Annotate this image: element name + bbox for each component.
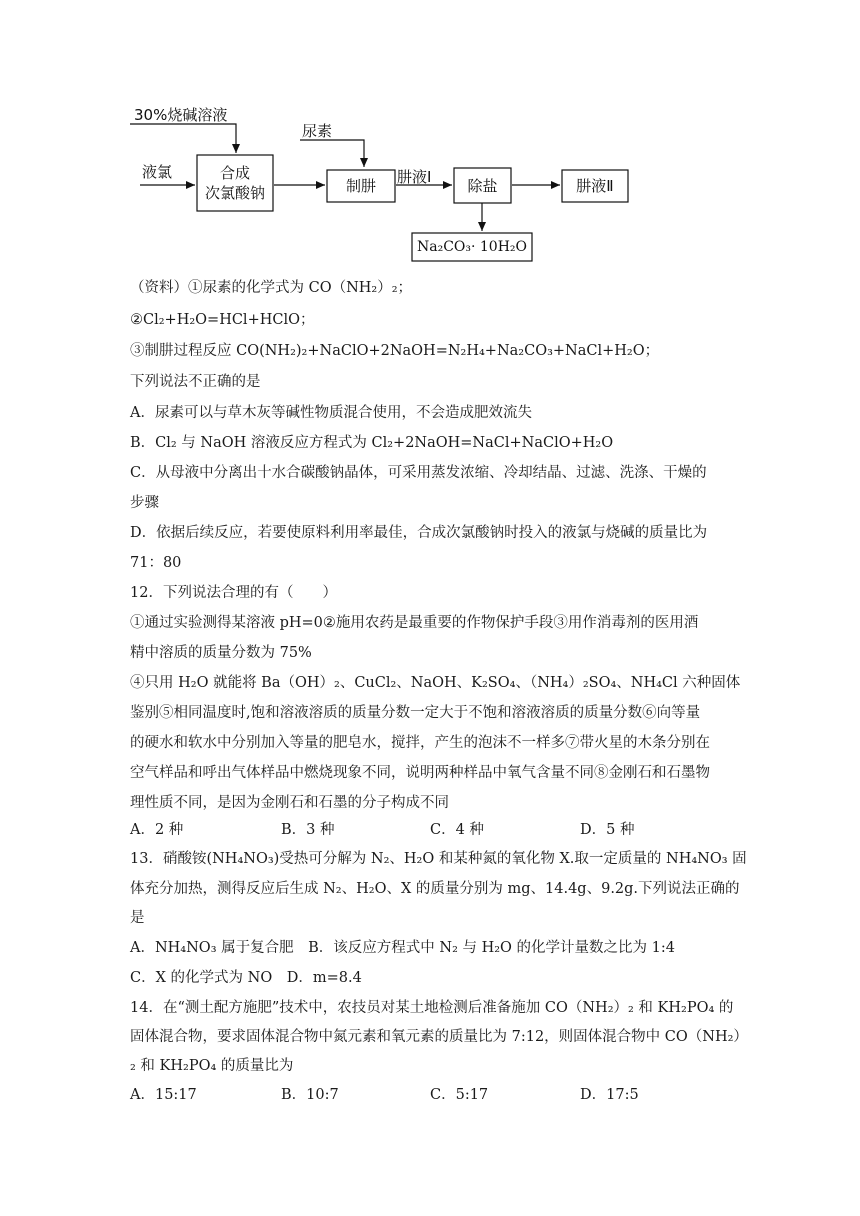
q14-option-d: D．17:5 — [580, 1087, 639, 1103]
urea-label: 尿素 — [302, 122, 333, 140]
q11-info-3: ③制肼过程反应 CO(NH₂)₂+NaClO+2NaOH=N₂H₄+Na₂CO₃+NaCl+H₂O； — [130, 343, 660, 359]
hydrazine-liquid-1-label: 肼液Ⅰ — [397, 168, 432, 186]
q11-option-d-line2: 71：80 — [130, 555, 182, 571]
q11-option-a: A．尿素可以与草木灰等碱性物质混合使用，不会造成肥效流失 — [130, 405, 532, 421]
liquid-chlorine-label: 液氯 — [142, 163, 173, 181]
q12-option-c: C．4 种 — [430, 822, 484, 838]
q11-option-b: B．Cl₂ 与 NaOH 溶液反应方程式为 Cl₂+2NaOH=NaCl+NaClO+H₂O — [130, 435, 614, 451]
q12-line-3: ④只用 H₂O 就能将 Ba（OH）₂、CuCl₂、NaOH、K₂SO₄、（NH₄）₂SO₄、NH₄Cl 六种固体 — [130, 675, 741, 691]
q12-line-1: ①通过实验测得某溶液 pH=0②施用农药是最重要的作物保护手段③用作消毒剂的医用酒 — [130, 615, 699, 631]
q11-info-1: （资料）①尿素的化学式为 CO（NH₂）₂； — [130, 280, 413, 296]
flow-diagram-lines — [0, 0, 860, 270]
synthesis-box-line2: 次氯酸钠 — [204, 184, 265, 202]
q11-info-2: ②Cl₂+H₂O=HCl+HClO； — [130, 312, 315, 328]
q11-option-d-line1: D．依据后续反应，若要使原料利用率最佳，合成次氯酸钠时投入的液氯与烧碱的质量比为 — [130, 525, 708, 541]
q12-line-7: 理性质不同，是因为金刚石和石墨的分子构成不同 — [130, 795, 449, 811]
hydrazine-liquid-2-box: 肼液Ⅱ — [576, 177, 614, 195]
process-flow-diagram — [0, 0, 860, 270]
q14-line-1: 14．在“测土配方施肥”技术中，农技员对某土地检测后准备施加 CO（NH₂）₂ 和 KH₂PO₄ 的 — [130, 1000, 734, 1016]
hydrazine-prep-box: 制肼 — [345, 177, 376, 195]
q12-stem: 12．下列说法合理的有（ ） — [130, 585, 337, 601]
q11-stem: 下列说法不正确的是 — [130, 374, 261, 390]
q12-line-4: 鉴别⑤相同温度时,饱和溶液溶质的质量分数一定大于不饱和溶液溶质的质量分数⑥向等量 — [130, 705, 701, 721]
sodium-carbonate-decahydrate-box: Na₂CO₃· 10H₂O — [416, 239, 528, 255]
synthesis-box-line1: 合成 — [219, 164, 250, 182]
q14-line-2: 固体混合物，要求固体混合物中氮元素和氧元素的质量比为 7:12，则固体混合物中 CO（NH₂） — [130, 1029, 748, 1045]
q14-line-3: ₂ 和 KH₂PO₄ 的质量比为 — [130, 1058, 294, 1074]
naoh-solution-label: 30%烧碱溶液 — [134, 106, 228, 124]
q12-line-5: 的硬水和软水中分别加入等量的肥皂水，搅拌，产生的泡沫不一样多⑦带火星的木条分别在 — [130, 735, 710, 751]
synthesis-box — [197, 163, 273, 203]
desalting-box: 除盐 — [467, 177, 498, 195]
q12-line-2: 精中溶质的质量分数为 75% — [130, 645, 312, 661]
q14-option-c: C．5:17 — [430, 1087, 489, 1103]
q12-option-b: B．3 种 — [281, 822, 335, 838]
q13-line-2: 体充分加热，测得反应后生成 N₂、H₂O、X 的质量分别为 mg、14.4g、9.2g.下列说法正确的 — [130, 881, 740, 897]
q13-options-cd: C．X 的化学式为 NO D．m=8.4 — [130, 970, 362, 986]
q13-line-1: 13．硝酸铵(NH₄NO₃)受热可分解为 N₂、H₂O 和某种氮的氧化物 X.取一定质量的 NH₄NO₃ 固 — [130, 851, 747, 867]
q12-option-d: D．5 种 — [580, 822, 635, 838]
q13-line-3: 是 — [130, 910, 145, 926]
q11-option-c-line2: 步骤 — [130, 495, 159, 511]
q12-option-a: A．2 种 — [130, 822, 184, 838]
q14-option-a: A．15:17 — [130, 1087, 197, 1103]
q12-line-6: 空气样品和呼出气体样品中燃烧现象不同，说明两种样品中氧气含量不同⑧金刚石和石墨物 — [130, 765, 710, 781]
q11-option-c-line1: C．从母液中分离出十水合碳酸钠晶体，可采用蒸发浓缩、冷却结晶、过滤、洗涤、干燥的 — [130, 465, 707, 481]
q14-option-b: B．10:7 — [281, 1087, 339, 1103]
q13-options-ab: A．NH₄NO₃ 属于复合肥 B．该反应方程式中 N₂ 与 H₂O 的化学计量数之比为 1:4 — [130, 940, 675, 956]
